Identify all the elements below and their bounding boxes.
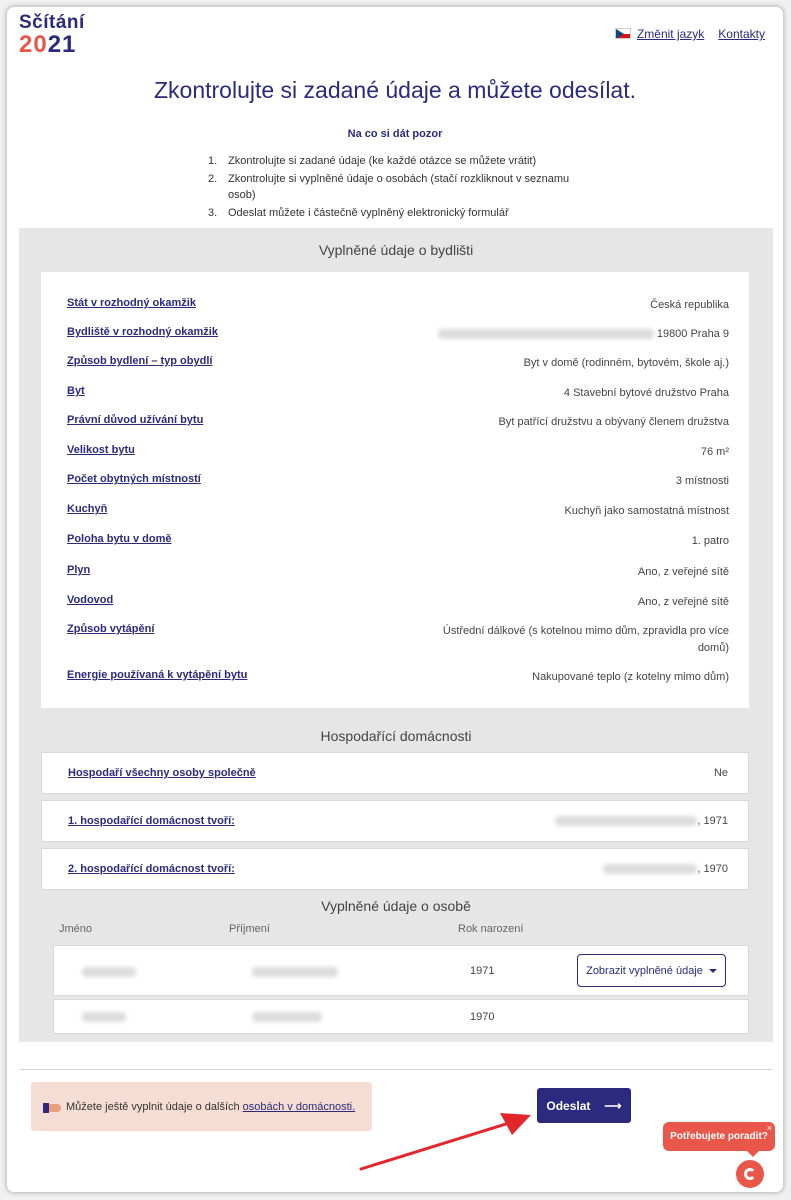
residence-label-link[interactable]: Způsob bydlení – typ obydlí [67,355,213,367]
household-value: , 1970 [603,863,728,875]
help-bubble[interactable] [663,1122,775,1151]
residence-value: 4 Stavební bytové družstvo Praha [563,387,729,399]
household-row [41,752,749,794]
change-language-group [615,27,704,41]
change-language-link[interactable]: Změnit jazyk [636,27,705,41]
show-details-button[interactable]: Zobrazit vyplněné údaje [577,954,726,987]
redacted-last-name [252,967,338,977]
header-links [615,27,765,41]
note-item: 1. Zkontrolujte si zadané údaje (ke každé otázce se můžete vrátit) [208,155,537,167]
redacted-name [603,864,697,874]
notes-list [208,153,588,223]
chevron-down-icon [709,969,717,973]
persons-section-title: Vyplněné údaje o osobě [321,898,471,914]
logo-line1: Sčítání [19,12,85,33]
residence-label-link[interactable]: Vodovod [67,594,114,606]
residence-value: Nakupované teplo (z kotelny mimo dům) [532,671,729,683]
residence-section-title: Vyplněné údaje o bydlišti [318,242,474,258]
other-persons-link[interactable]: osobách v domácnosti. [242,1100,356,1113]
residence-value: Česká republika [650,299,729,311]
household-value: Ne [713,767,728,779]
residence-value: Ano, z veřejné sítě [637,566,729,578]
households-section-title: Hospodařící domácnosti [320,728,472,744]
contacts-link[interactable]: Kontakty [718,27,765,41]
person-birth-year: 1970 [470,1011,495,1023]
help-label: Potřebujete poradit? [670,1131,768,1142]
page-title: Zkontrolujte si zadané údaje a můžete odesílat. [153,77,636,103]
chat-launcher-icon[interactable] [736,1160,764,1188]
residence-value: Byt v domě (rodinném, bytovém, škole aj.) [523,357,729,369]
residence-label-link[interactable]: Bydliště v rozhodný okamžik [67,326,218,338]
note-item: 2. Zkontrolujte si vyplněné údaje o osobách (stačí rozkliknout v seznamu osob) [208,173,570,201]
summary-panel [19,228,773,1042]
household-label-link[interactable]: Hospodaří všechny osoby společně [68,767,256,779]
residence-label-link[interactable]: Byt [67,385,85,397]
browser-frame [6,6,784,1193]
residence-label-link[interactable]: Kuchyň [67,503,108,515]
person-birth-year: 1971 [470,965,495,977]
residence-value: Byt patřící družstvu a obývaný členem družstva [498,416,729,428]
czech-flag-icon [615,28,631,39]
residence-label-link[interactable]: Velikost bytu [67,444,135,456]
person-row[interactable] [53,999,749,1034]
household-row [41,800,749,842]
household-value: , 1971 [555,815,728,827]
redacted-last-name [252,1012,322,1022]
residence-value: 1. patro [691,535,729,547]
household-label-link[interactable]: 1. hospodařící domácnost tvoří: [68,815,235,827]
column-first-name: Jméno [59,923,93,935]
page-subtitle: Na co si dát pozor [347,128,443,140]
note-item: 3. Odeslat můžete i částečně vyplněný elektronický formulář [208,207,509,219]
column-last-name: Příjmení [229,923,270,935]
redacted-first-name [82,967,136,977]
residence-value: Ústřední dálkové (s kotelnou mimo dům, zpravidla pro více domů) [442,625,729,654]
hint-banner [31,1082,372,1131]
residence-label-link[interactable]: Poloha bytu v domě [67,533,172,545]
help-bubble-tail [747,1151,759,1157]
send-button[interactable]: Odeslat ⟶ [537,1088,631,1123]
residence-label-link[interactable]: Způsob vytápění [67,623,155,635]
logo-line2: 2021 [19,31,77,58]
residence-label-link[interactable]: Stát v rozhodný okamžik [67,297,196,309]
residence-label-link[interactable]: Energie používaná k vytápění bytu [67,669,248,681]
column-birth-year: Rok narození [458,923,524,935]
hint-text: Můžete ještě vyplnit údaje o dalších [66,1100,240,1113]
annotation-arrow [357,1097,537,1177]
pointing-hand-icon [43,1101,63,1113]
residence-value: 76 m² [700,446,729,458]
residence-label-link[interactable]: Právní důvod užívání bytu [67,414,204,426]
redacted-name [555,816,697,826]
redacted-address [438,329,654,339]
person-row[interactable] [53,945,749,996]
residence-value: 3 místnosti [675,475,729,487]
redacted-first-name [82,1012,126,1022]
arrow-right-icon: ⟶ [604,1098,622,1113]
residence-value: Kuchyň jako samostatná místnost [564,505,729,517]
residence-value: 19800 Praha 9 [438,326,729,343]
residence-label-link[interactable]: Plyn [67,564,91,576]
footer-divider [19,1069,773,1070]
household-label-link[interactable]: 2. hospodařící domácnost tvoří: [68,863,235,875]
residence-card [41,272,749,708]
top-bar [7,7,783,59]
residence-value: Ano, z veřejné sítě [637,596,729,608]
scitani-logo[interactable] [19,13,89,59]
close-icon[interactable]: × [766,1123,772,1133]
residence-label-link[interactable]: Počet obytných místností [67,473,201,485]
household-row [41,848,749,890]
